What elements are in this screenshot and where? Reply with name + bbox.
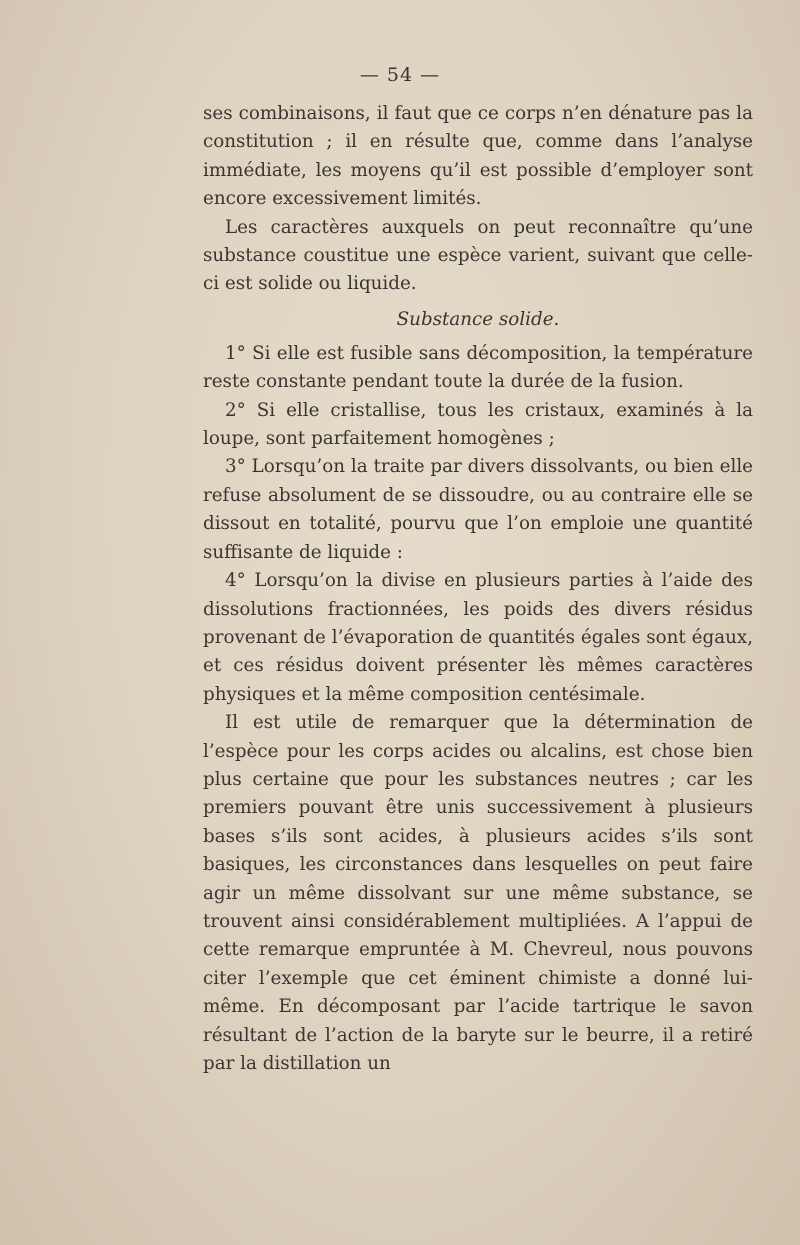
list-item-2: 2° Si elle cristallise, tous les cristaux, examinés à la loupe, sont parfaitement homogènes ; [203, 399, 753, 450]
list-item-4: 4° Lorsqu’on la divise en plusieurs parties à l’aide des dissolutions fractionnées, les poids des divers résidus provenant de l’évaporation de quantités égales sont égaux, et ces résidus doivent présenter lès mêmes caractères physiques et la même composition centésimale. [203, 570, 753, 705]
paragraph-continuation: ses combinaisons, il faut que ce corps n’en dénature pas la constitution ; il en résulte que, comme dans l’analyse immédiate, les moyens qu’il est possible d’employer sont encore excessivement limités. [203, 103, 753, 210]
paragraph-closing: Il est utile de remarquer que la détermination de l’espèce pour les corps acides ou alcalins, est chose bien plus certaine que pour les substances neutres ; car les premiers pouvant être unis successivement à plusieurs bases s’ils sont acides, à plusieurs acides s’ils sont basiques, les circonstances dans lesquelles on peut faire agir un même dissolvant sur une même substance, se trouvent ainsi considérablement multipliées. A l’appui de cette remarque empruntée à M. Chevreul, nous pouvons citer l’exemple que cet éminent chimiste a donné lui-même. En décomposant par l’acide tartrique le savon résultant de l’action de la baryte sur le beurre, il a retiré par la distillation un [203, 712, 753, 1074]
section-heading: Substance solide. [396, 308, 560, 330]
page-number: — 54 — [359, 64, 441, 86]
paragraph-characters: Les caractères auxquels on peut reconnaître qu’une substance coustitue une espèce varient, suivant que celle-ci est solide ou liquide. [203, 216, 753, 295]
list-item-3: 3° Lorsqu’on la traite par divers dissolvants, ou bien elle refuse absolument de se dissoudre, ou au contraire elle se dissout en totalité, pourvu que l’on emploie une quantité suffisante de liquide : [203, 456, 753, 563]
body-text [203, 100, 753, 1078]
list-item-1: 1° Si elle est fusible sans décomposition, la température reste constante pendant toute la durée de la fusion. [203, 342, 753, 393]
